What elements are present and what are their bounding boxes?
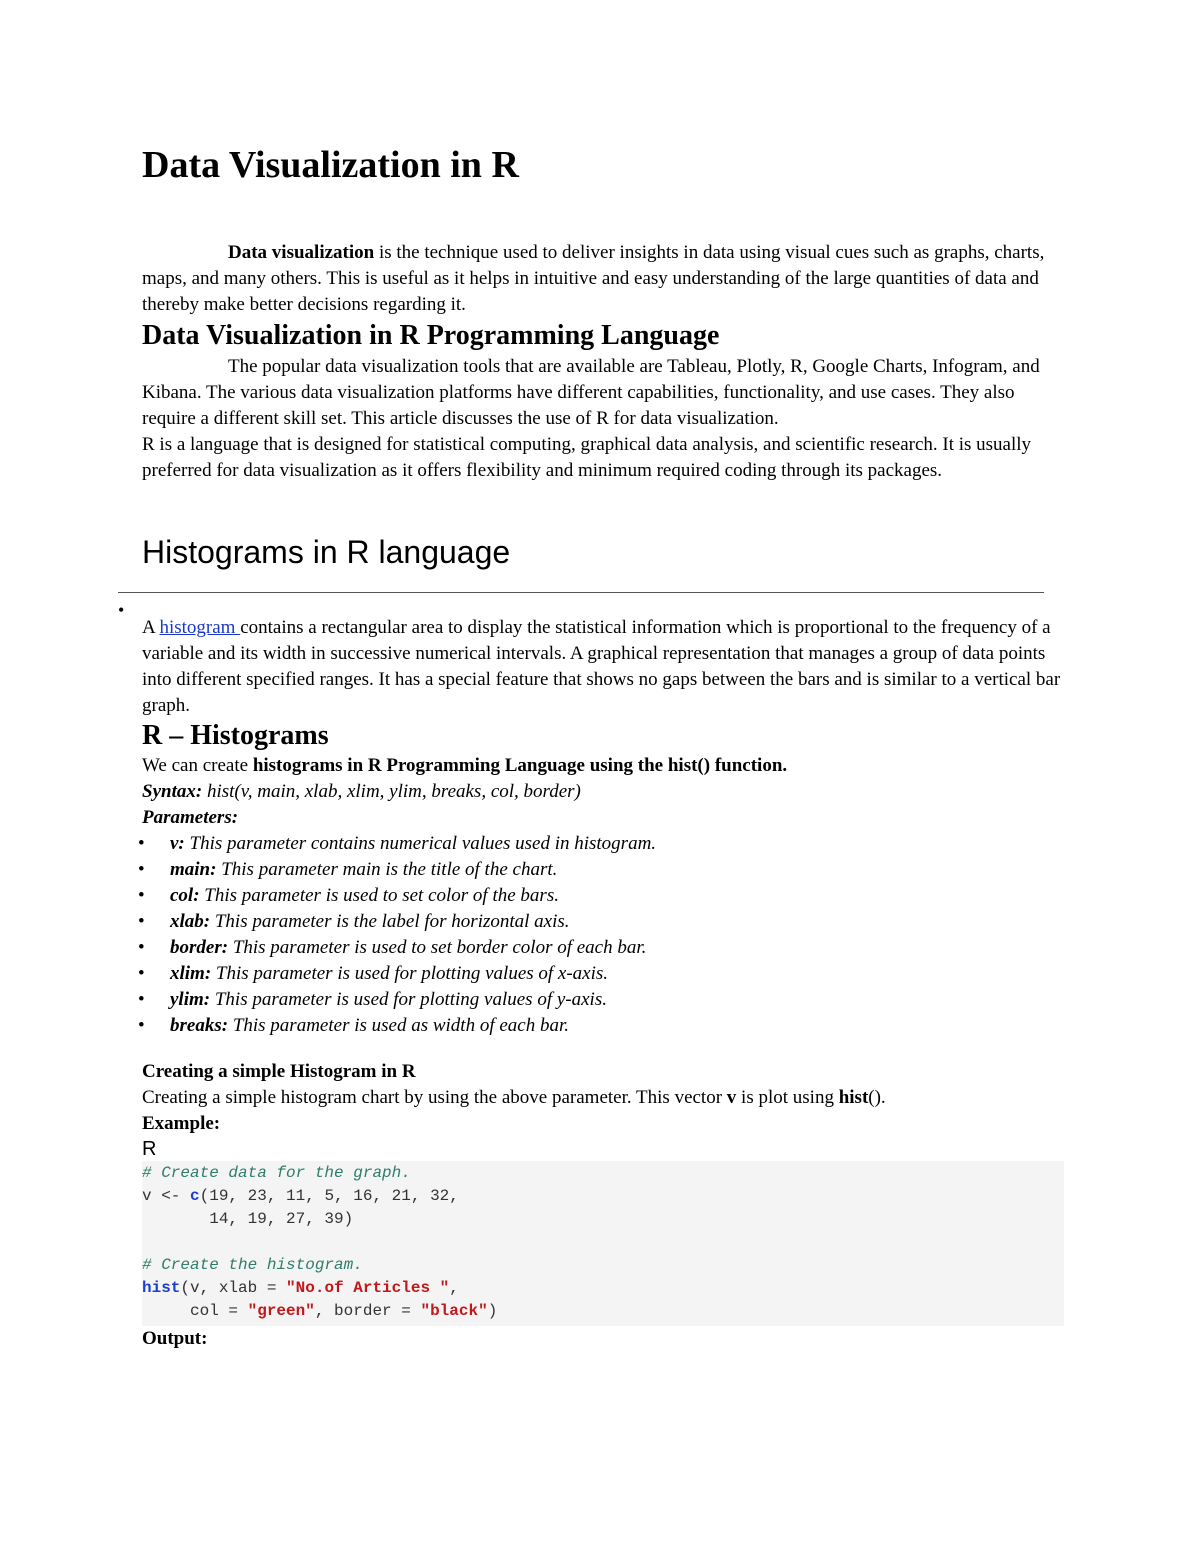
- section-heading-r-histograms: R – Histograms: [142, 720, 329, 751]
- list-item: [142, 909, 1064, 935]
- intro-paragraph: [142, 240, 1064, 318]
- param-name: border:: [170, 937, 229, 958]
- desc-v: v: [726, 1087, 737, 1108]
- code-line: [142, 1254, 1064, 1277]
- param-name: ylim:: [170, 989, 211, 1010]
- syntax-label: Syntax:: [142, 781, 203, 802]
- code-text: ): [487, 1302, 498, 1320]
- code-function: c: [190, 1187, 200, 1205]
- code-line-blank: [142, 1231, 1064, 1254]
- param-desc: This parameter is the label for horizontal axis.: [210, 911, 570, 932]
- hist-intro-bold: histograms in R Programming Language using the hist() function.: [252, 755, 788, 776]
- code-text: ,: [449, 1279, 459, 1297]
- code-string: "green": [247, 1302, 315, 1320]
- syntax-line: [142, 779, 1064, 805]
- definition-prefix: A: [142, 617, 160, 638]
- list-item: [142, 831, 1064, 857]
- code-text: col =: [142, 1302, 248, 1320]
- simple-histogram-description: [142, 1085, 1064, 1111]
- code-comment: # Create the histogram.: [142, 1256, 363, 1274]
- page-title: Data Visualization in R: [142, 144, 519, 186]
- param-name: xlab:: [170, 911, 211, 932]
- code-text: , border =: [314, 1302, 421, 1320]
- hist-intro-prefix: We can create: [142, 755, 253, 776]
- param-name: breaks:: [170, 1015, 229, 1036]
- intro-bold-term: Data visualization: [228, 242, 375, 263]
- desc-hist: hist: [838, 1087, 869, 1108]
- code-language-label: R: [142, 1138, 157, 1160]
- intro-text: is the technique used to deliver insights in data using visual cues such as graphs, charts, maps, and many others. This is useful as it helps in intuitive and easy understanding of the large quantities of data and thereby make better decisions regarding it.: [142, 242, 1045, 315]
- desc-prefix: Creating a simple histogram chart by using the above parameter. This vector: [142, 1087, 727, 1108]
- parameters-label-text: Parameters:: [142, 807, 239, 828]
- list-item: [142, 857, 1064, 883]
- section-heading-r-programming: Data Visualization in R Programming Language: [142, 320, 720, 351]
- definition-text: contains a rectangular area to display the statistical information which is proportional to the frequency of a variable and its width in successive numerical intervals. A graphical representation that manages a group of data points into different specified ranges. It has a special feature that shows no gaps between the bars and is similar to a vertical bar graph.: [142, 617, 1061, 716]
- desc-mid: is plot using: [736, 1087, 839, 1108]
- code-line: [142, 1185, 1064, 1208]
- param-desc: This parameter contains numerical values used in histogram.: [184, 833, 657, 854]
- section-heading-simple-histogram: Creating a simple Histogram in R: [142, 1061, 416, 1082]
- r-language-paragraph: R is a language that is designed for statistical computing, graphical data analysis, and scientific research. It is usually preferred for data visualization as it offers flexibility and minimum required coding through its packages.: [142, 434, 1032, 481]
- output-label-text: Output:: [142, 1328, 208, 1349]
- section-heading-histograms: Histograms in R language: [142, 534, 511, 570]
- param-desc: This parameter main is the title of the chart.: [216, 859, 558, 880]
- code-line: [142, 1277, 1064, 1300]
- histogram-definition-paragraph: [142, 615, 1064, 719]
- param-desc: This parameter is used as width of each bar.: [228, 1015, 570, 1036]
- list-item: [142, 935, 1064, 961]
- code-string: "black": [420, 1302, 488, 1320]
- spacer: [142, 1039, 1064, 1059]
- empty-list-item: [118, 593, 1064, 620]
- list-item: [142, 883, 1064, 909]
- list-item: [142, 961, 1064, 987]
- code-line: [142, 1300, 1064, 1323]
- param-name: col:: [170, 885, 200, 906]
- example-label: [142, 1111, 1064, 1137]
- document-page: [118, 130, 1064, 1352]
- code-line: [142, 1208, 1064, 1231]
- bullet-icon: •: [118, 600, 125, 620]
- syntax-text: hist(v, main, xlab, xlim, ylim, breaks, col, border): [202, 781, 581, 802]
- param-name: main:: [170, 859, 217, 880]
- desc-end: ().: [868, 1087, 886, 1108]
- histogram-link[interactable]: histogram: [159, 617, 241, 638]
- parameter-list: [142, 831, 1064, 1039]
- example-label-text: Example:: [142, 1113, 221, 1134]
- output-label: [142, 1326, 1064, 1352]
- tools-paragraph: The popular data visualization tools that are available are Tableau, Plotly, R, Google Charts, Infogram, and Kibana. The various data visualization platforms have different capabilities, functionality, and use cases. They also require a different skill set. This article discusses the use of R for data visualization.: [142, 356, 1040, 429]
- param-name: xlim:: [170, 963, 212, 984]
- param-desc: This parameter is used for plotting values of y-axis.: [210, 989, 607, 1010]
- parameters-label: [142, 805, 1064, 831]
- code-comment: # Create data for the graph.: [142, 1164, 411, 1182]
- list-item: [142, 1013, 1064, 1039]
- list-item: [142, 987, 1064, 1013]
- param-name: v:: [170, 833, 185, 854]
- code-text: (v, xlab =: [180, 1279, 287, 1297]
- param-desc: This parameter is used to set border color of each bar.: [228, 937, 647, 958]
- hist-function-intro: [142, 753, 1064, 779]
- param-desc: This parameter is used for plotting values of x-axis.: [211, 963, 609, 984]
- code-text: 14, 19, 27, 39): [142, 1210, 354, 1228]
- code-function: hist: [142, 1279, 181, 1297]
- code-block[interactable]: [142, 1161, 1064, 1326]
- code-line: [142, 1162, 1064, 1185]
- code-string: "No.of Articles ": [286, 1279, 450, 1297]
- code-text: (19, 23, 11, 5, 16, 21, 32,: [199, 1187, 459, 1205]
- param-desc: This parameter is used to set color of the bars.: [199, 885, 559, 906]
- code-text: v <-: [142, 1187, 191, 1205]
